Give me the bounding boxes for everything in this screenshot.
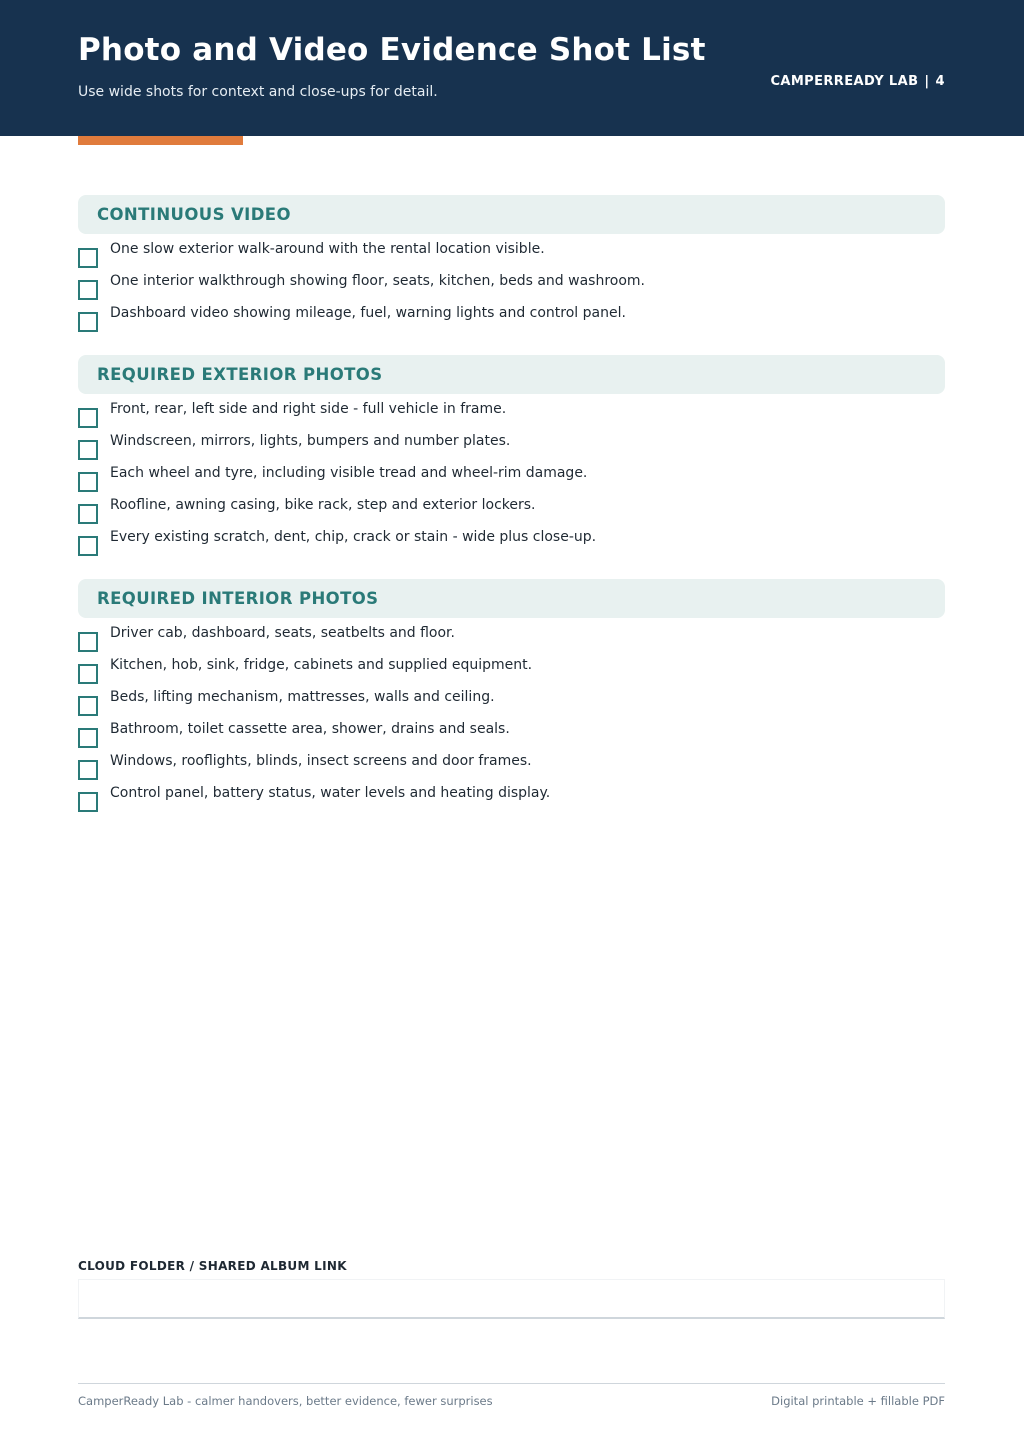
checklist-item — [78, 400, 945, 432]
page-title: Photo and Video Evidence Shot List — [78, 32, 706, 68]
checkbox[interactable] — [78, 536, 98, 556]
checklist-item — [78, 432, 945, 464]
checklist-item — [78, 720, 945, 752]
checklist-item-text: One interior walkthrough showing floor, seats, kitchen, beds and washroom. — [110, 273, 646, 289]
checklist — [78, 240, 945, 336]
checklist-item — [78, 240, 945, 272]
checklist-item — [78, 496, 945, 528]
checkbox[interactable] — [78, 472, 98, 492]
checklist-item-text: Every existing scratch, dent, chip, crack or stain - wide plus close-up. — [110, 529, 597, 545]
section-header — [78, 355, 945, 394]
checkbox[interactable] — [78, 408, 98, 428]
checklist-item-text: Driver cab, dashboard, seats, seatbelts and floor. — [110, 625, 455, 641]
checklist-item-text: Kitchen, hob, sink, fridge, cabinets and supplied equipment. — [110, 657, 533, 673]
accent-bar — [78, 136, 243, 145]
shared-album-link-input[interactable] — [78, 1279, 945, 1319]
checklist-item-text: Control panel, battery status, water levels and heating display. — [110, 785, 551, 801]
checkbox[interactable] — [78, 792, 98, 812]
checklist-item — [78, 784, 945, 816]
checklist-item — [78, 272, 945, 304]
section-exterior-photos — [78, 355, 945, 560]
checkbox[interactable] — [78, 696, 98, 716]
checklist-item-text: Roofline, awning casing, bike rack, step and exterior lockers. — [110, 497, 536, 513]
section-header — [78, 195, 945, 234]
checklist — [78, 400, 945, 560]
section-title: REQUIRED EXTERIOR PHOTOS — [97, 365, 383, 384]
section-continuous-video — [78, 195, 945, 336]
page-subtitle: Use wide shots for context and close-ups for detail. — [78, 84, 438, 100]
checklist-item-text: Each wheel and tyre, including visible tread and wheel-rim damage. — [110, 465, 588, 481]
section-title: CONTINUOUS VIDEO — [97, 205, 291, 224]
checklist-item — [78, 304, 945, 336]
brand-separator: | — [924, 74, 930, 89]
checklist — [78, 624, 945, 816]
checklist-item — [78, 656, 945, 688]
footer-divider — [78, 1383, 945, 1384]
page-number: 4 — [935, 74, 945, 89]
section-header — [78, 579, 945, 618]
footer-tagline: CamperReady Lab - calmer handovers, better evidence, fewer surprises — [78, 1394, 493, 1408]
checkbox[interactable] — [78, 312, 98, 332]
brand-label — [770, 74, 945, 89]
footer-format-note: Digital printable + fillable PDF — [771, 1394, 945, 1408]
brand-name: CAMPERREADY LAB — [770, 74, 919, 89]
checklist-item — [78, 752, 945, 784]
section-title: REQUIRED INTERIOR PHOTOS — [97, 589, 379, 608]
link-field-label: CLOUD FOLDER / SHARED ALBUM LINK — [78, 1259, 347, 1273]
checklist-item-text: One slow exterior walk-around with the rental location visible. — [110, 241, 545, 257]
checkbox[interactable] — [78, 664, 98, 684]
page-header — [0, 0, 1024, 136]
checklist-item — [78, 624, 945, 656]
checkbox[interactable] — [78, 728, 98, 748]
checkbox[interactable] — [78, 760, 98, 780]
checkbox[interactable] — [78, 248, 98, 268]
checklist-item — [78, 464, 945, 496]
checklist-item-text: Windscreen, mirrors, lights, bumpers and number plates. — [110, 433, 511, 449]
checklist-item — [78, 528, 945, 560]
checklist-item-text: Front, rear, left side and right side - full vehicle in frame. — [110, 401, 507, 417]
checklist-item-text: Dashboard video showing mileage, fuel, warning lights and control panel. — [110, 305, 626, 321]
checkbox[interactable] — [78, 280, 98, 300]
checklist-item-text: Bathroom, toilet cassette area, shower, drains and seals. — [110, 721, 510, 737]
section-interior-photos — [78, 579, 945, 816]
checklist-item-text: Beds, lifting mechanism, mattresses, walls and ceiling. — [110, 689, 495, 705]
checklist-item-text: Windows, rooflights, blinds, insect screens and door frames. — [110, 753, 532, 769]
checkbox[interactable] — [78, 504, 98, 524]
checkbox[interactable] — [78, 632, 98, 652]
checklist-item — [78, 688, 945, 720]
checkbox[interactable] — [78, 440, 98, 460]
